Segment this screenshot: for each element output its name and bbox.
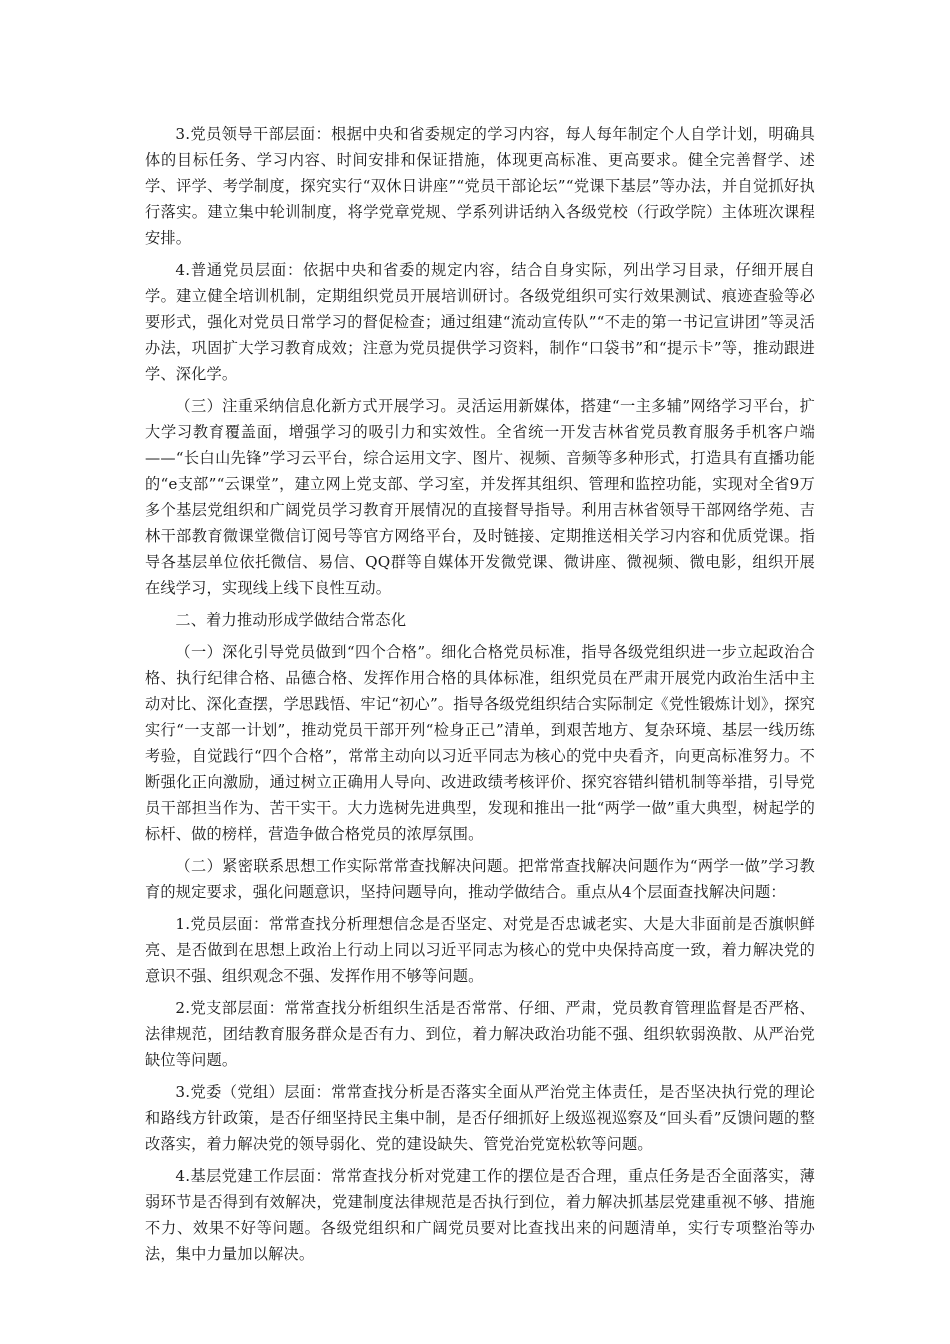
paragraph-informatization: （三）注重采纳信息化新方式开展学习。灵活运用新媒体，搭建“一主多辅”网络学习平台，扩大学习教育覆盖面，增强学习的吸引力和实效性。全省统一开发吉林省党员教育服务手机客户端——“长白山先锋”学习云平台，综合运用文字、图片、视频、音频等多种形式，打造具有直播功能的“e支部”“云课堂”，建立网上党支部、学习室，并发挥其组织、管理和监控功能，实现对全省9万多个基层党组织和广阔党员学习教育开展情况的直接督导指导。利用吉林省领导干部网络学苑、吉林干部教育微课堂微信订阅号等官方网络平台，及时链接、定期推送相关学习内容和优质党课。指导各基层单位依托微信、易信、QQ群等自媒体开发微党课、微讲座、微视频、微电影，组织开展在线学习，实现线上线下良性互动。 bbox=[145, 397, 815, 597]
paragraph-leader-level: 3.党员领导干部层面：根据中央和省委规定的学习内容，每人每年制定个人自学计划，明确具体的目标任务、学习内容、时间安排和保证措施，体现更高标准、更高要求。健全完善督学、述学、评学、考学制度，探究实行“双休日讲座”“党员干部论坛”“党课下基层”等办法，并自觉抓好执行落实。建立集中轮训制度，将学党章党规、学系列讲话纳入各级党校（行政学院）主体班次课程安排。 bbox=[145, 125, 815, 247]
paragraph-grassroots-level: 4.基层党建工作层面：常常查找分析对党建工作的摆位是否合理，重点任务是否全面落实，薄弱环节是否得到有效解决，党建制度法律规范是否执行到位，着力解决抓基层党建重视不够、措施不力、效果不好等问题。各级党组织和广阔党员要对比查找出来的问题清单，实行专项整治等办法，集中力量加以解决。 bbox=[145, 1167, 815, 1263]
document-body bbox=[145, 121, 815, 1273]
paragraph-find-problems: （二）紧密联系思想工作实际常常查找解决问题。把常常查找解决问题作为“两学一做”学习教育的规定要求，强化问题意识，坚持问题导向，推动学做结合。重点从4个层面查找解决问题： bbox=[145, 857, 815, 901]
paragraph-member-level: 4.普通党员层面：依据中央和省委的规定内容，结合自身实际，列出学习目录，仔细开展自学。建立健全培训机制，定期组织党员开展培训研讨。各级党组织可实行效果测试、痕迹查验等必要形式，强化对党员日常学习的督促检查；通过组建“流动宣传队”“不走的第一书记宣讲团”等灵活办法，巩固扩大学习教育成效；注意为党员提供学习资料，制作“口袋书”和“提示卡”等，推动跟进学、深化学。 bbox=[145, 261, 815, 383]
paragraph-branch-level: 2.党支部层面：常常查找分析组织生活是否常常、仔细、严肃，党员教育管理监督是否严格、法律规范，团结教育服务群众是否有力、到位，着力解决政治功能不强、组织软弱涣散、从严治党缺位等问题。 bbox=[145, 999, 815, 1069]
paragraph-party-member-level: 1.党员层面：常常查找分析理想信念是否坚定、对党是否忠诚老实、大是大非面前是否旗帜鲜亮、是否做到在思想上政治上行动上同以习近平同志为核心的党中央保持高度一致，着力解决党的意识不强、组织观念不强、发挥作用不够等问题。 bbox=[145, 915, 815, 985]
paragraph-committee-level: 3.党委（党组）层面：常常查找分析是否落实全面从严治党主体责任，是否坚决执行党的理论和路线方针政策，是否仔细坚持民主集中制，是否仔细抓好上级巡视巡察及“回头看”反馈问题的整改落实，着力解决党的领导弱化、党的建设缺失、管党治党宽松软等问题。 bbox=[145, 1083, 815, 1153]
section-heading-two: 二、着力推动形成学做结合常态化 bbox=[175, 611, 407, 629]
paragraph-four-qualified: （一）深化引导党员做到“四个合格”。细化合格党员标准，指导各级党组织进一步立起政治合格、执行纪律合格、品德合格、发挥作用合格的具体标准，组织党员在严肃开展党内政治生活中主动对比、深化查摆，学思践悟、牢记“初心”。指导各级党组织结合实际制定《党性锻炼计划》，探究实行“一支部一计划”，推动党员干部开列“检身正己”清单，到艰苦地方、复杂环境、基层一线历练考验，自觉践行“四个合格”，常常主动向以习近平同志为核心的党中央看齐，向更高标准努力。不断强化正向激励，通过树立正确用人导向、改进政绩考核评价、探究容错纠错机制等举措，引导党员干部担当作为、苦干实干。大力选树先进典型，发现和推出一批“两学一做”重大典型，树起学的标杆、做的榜样，营造争做合格党员的浓厚氛围。 bbox=[145, 643, 815, 843]
